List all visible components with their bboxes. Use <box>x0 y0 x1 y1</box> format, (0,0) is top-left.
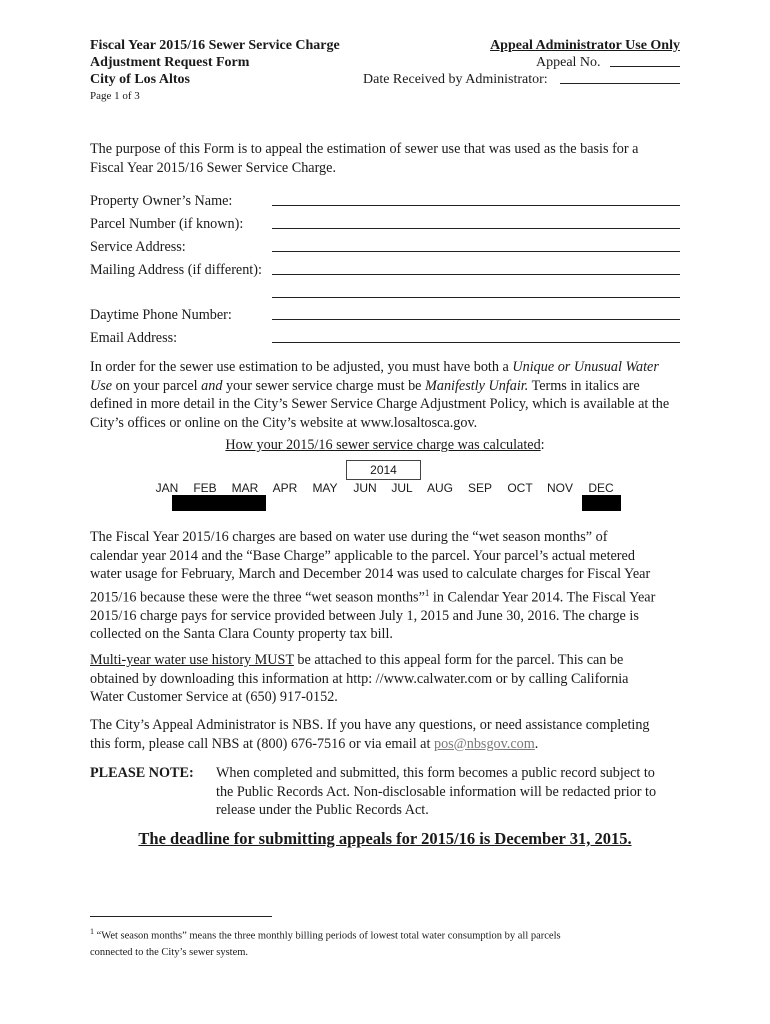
page-number: Page 1 of 3 <box>90 90 140 102</box>
month-label-mar: MAR <box>231 481 259 495</box>
date-received-label: Date Received by Administrator: <box>363 72 548 87</box>
calc-heading: How your 2015/16 sewer service charge was calculated: <box>225 437 545 453</box>
email-field[interactable] <box>272 342 680 343</box>
charges-paragraph: The Fiscal Year 2015/16 charges are based on water use during the “wet season months” of calendar year 2014 and the “Base Charge” applicable to the parcel. Your parcel’s actual metered water usage for February, March and December 2014 was used to calculate charges for Fiscal Year 2015/16 because these were the three “wet season months”$^1$ in Calendar Year 2014. The Fiscal Year 2015/16 charge pays for service provided between July 1, 2015 and June 30, 2016. The charge is collected on the Santa Clara County property tax bill. <box>90 529 656 643</box>
phone-field[interactable] <box>272 319 680 320</box>
month-label-dec: DEC <box>588 481 614 495</box>
nbs-email-link[interactable]: pos@nbsgov.com <box>433 735 535 752</box>
owner-name-field[interactable] <box>272 205 680 206</box>
parcel-number-field[interactable] <box>272 228 680 229</box>
service-address-field[interactable] <box>272 251 680 252</box>
appeal-no-field[interactable] <box>610 66 680 67</box>
month-label-jun: JUN <box>353 481 377 495</box>
date-received-field[interactable] <box>560 83 680 84</box>
owner-name-label: Property Owner’s Name: <box>90 193 233 209</box>
month-highlight-feb-mar <box>172 495 266 511</box>
admin-paragraph: The City’s Appeal Administrator is NBS. If you have any questions, or need assistance completing this form, please call NBS at (800) 676-7516 or via email at pos@nbsgov.com. <box>90 717 650 752</box>
service-address-label: Service Address: <box>90 239 186 255</box>
history-paragraph: Multi-year water use history MUST be attached to this appeal form for the parcel. This can be obtained by downloading this information at http: //www.calwater.com or by calling California Water Customer Service at (650) 917-0152. <box>90 652 629 705</box>
form-title-line1: Fiscal Year 2015/16 Sewer Service Charge <box>90 38 340 53</box>
month-label-aug: AUG <box>426 481 453 495</box>
admin-use-heading: Appeal Administrator Use Only <box>490 38 680 53</box>
please-note-label: PLEASE NOTE: <box>90 765 194 781</box>
mailing-address-field[interactable] <box>272 274 680 275</box>
month-label-jul: JUL <box>391 481 413 495</box>
estimation-paragraph: In order for the sewer use estimation to be adjusted, you must have both a Unique or Unusual Water Use on your parcel and your sewer service charge must be Manifestly Unfair. Terms in italics are defined in more detail in the City’s Sewer Service Charge Adjustment Policy, which is available at the City’s offices or online on the City’s website at www.losaltosca.gov. <box>90 359 670 431</box>
month-label-feb: FEB <box>193 481 217 495</box>
mailing-address-label: Mailing Address (if different): <box>90 262 262 278</box>
phone-label: Daytime Phone Number: <box>90 307 232 323</box>
form-title-line2: Adjustment Request Form <box>90 55 250 70</box>
month-label-sep: SEP <box>467 481 492 495</box>
form-title-line3: City of Los Altos <box>90 72 190 87</box>
please-note-text: When completed and submitted, this form becomes a public record subject to the Public Records Act. Non-disclosable information will be redacted prior to release under the Public Records Act. <box>216 765 657 818</box>
deadline-notice: The deadline for submitting appeals for 2015/16 is December 31, 2015. <box>138 829 632 848</box>
email-label: Email Address: <box>90 330 178 346</box>
purpose-paragraph: The purpose of this Form is to appeal the estimation of sewer use that was used as the basis for a Fiscal Year 2015/16 Sewer Service Charge. <box>90 141 639 176</box>
month-highlight-dec <box>582 495 621 511</box>
footnote-divider <box>90 916 272 917</box>
month-label-may: MAY <box>312 481 338 495</box>
year-box: 2014 <box>346 460 421 480</box>
month-label-nov: NOV <box>546 481 573 495</box>
footnote-ref: 1 <box>424 587 430 598</box>
month-label-apr: APR <box>272 481 298 495</box>
mailing-address-field-line2[interactable] <box>272 297 680 298</box>
appeal-no-label: Appeal No. <box>536 55 601 70</box>
month-label-jan: JAN <box>155 481 179 495</box>
month-label-oct: OCT <box>507 481 533 495</box>
parcel-number-label: Parcel Number (if known): <box>90 216 244 232</box>
footnote: $^1$ “Wet season months” means the three monthly billing periods of lowest total water consumption by all parcels connected to the City’s sewer system. <box>90 927 561 958</box>
